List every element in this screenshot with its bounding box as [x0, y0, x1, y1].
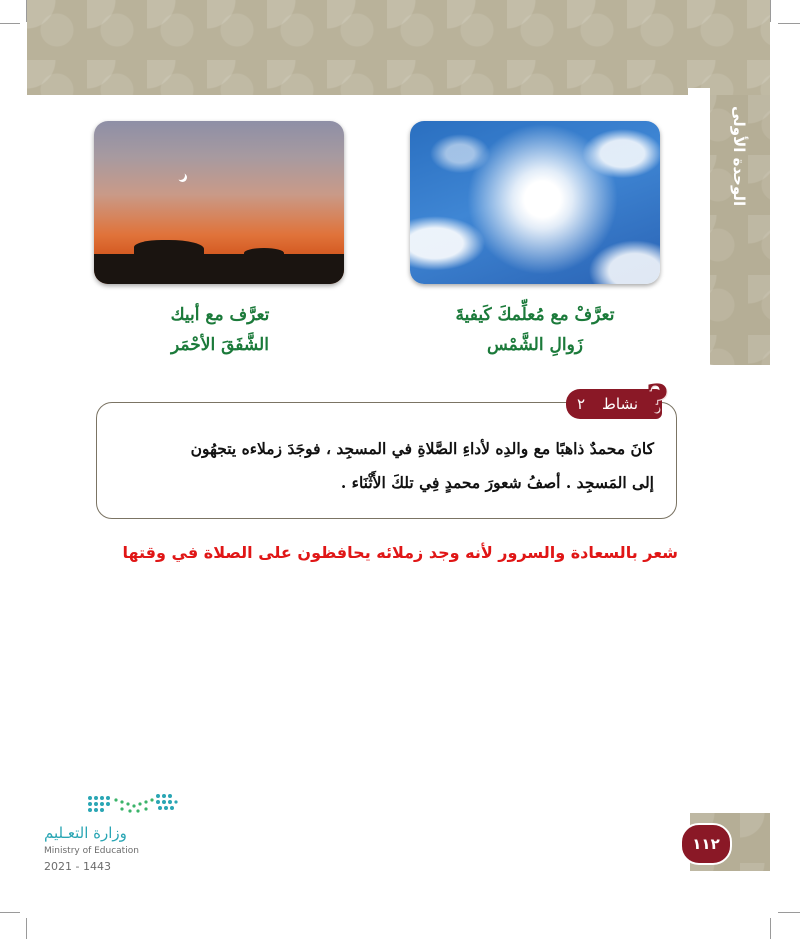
activity-number: ٢	[576, 395, 586, 413]
crop-mark	[778, 912, 800, 913]
crop-mark	[26, 918, 27, 939]
ministry-name-en: Ministry of Education	[44, 846, 139, 856]
crop-mark	[0, 912, 20, 913]
ministry-name-ar: وزارة التعـليم	[44, 824, 127, 842]
question-mark-icon: ?	[646, 376, 669, 421]
answer-text: شعر بالسعادة والسرور لأنه وجد زملائه يحافظون على الصلاة في وقتها	[122, 543, 678, 562]
ground-silhouette	[94, 254, 344, 284]
crescent-moon-icon	[176, 171, 185, 180]
sun-photo	[410, 121, 660, 284]
activity-label: نشاط	[602, 395, 638, 413]
activity-line2: إلى المَسجِد . أصفُ شعورَ محمدٍ فِي تلكَ الأَثْنَاء .	[340, 473, 654, 492]
crop-mark	[770, 918, 771, 939]
activity-line1: كانَ محمدٌ ذاهبًا مع والدِه لأداءِ الصَّلاةِ في المسجِد ، فوجَدَ زملاءه يتجهُون	[190, 439, 654, 458]
header-banner	[27, 0, 770, 95]
sunset-photo	[94, 121, 344, 284]
caption-sun	[405, 300, 665, 360]
ministry-logo-icon	[86, 790, 178, 818]
edition-year: 2021 - 1443	[44, 860, 111, 873]
activity-text	[118, 432, 654, 500]
crop-mark	[0, 23, 20, 24]
caption-sunset-line1: تعرَّف مع أبيك	[170, 305, 270, 325]
page-number: ١١٢	[680, 823, 732, 865]
side-tab-gap	[688, 88, 710, 365]
caption-sun-line1: تعرَّفْ مع مُعلِّمكَ كَيفيةَ	[455, 305, 615, 325]
caption-sun-line2: زَوالِ الشَّمْس	[487, 335, 583, 355]
crop-mark	[770, 0, 771, 22]
caption-sunset-line2: الشَّفَقَ الأحْمَر	[171, 335, 269, 355]
crop-mark	[778, 23, 800, 24]
caption-sunset	[90, 300, 350, 360]
unit-label: الوحدة الأولى	[730, 105, 748, 207]
